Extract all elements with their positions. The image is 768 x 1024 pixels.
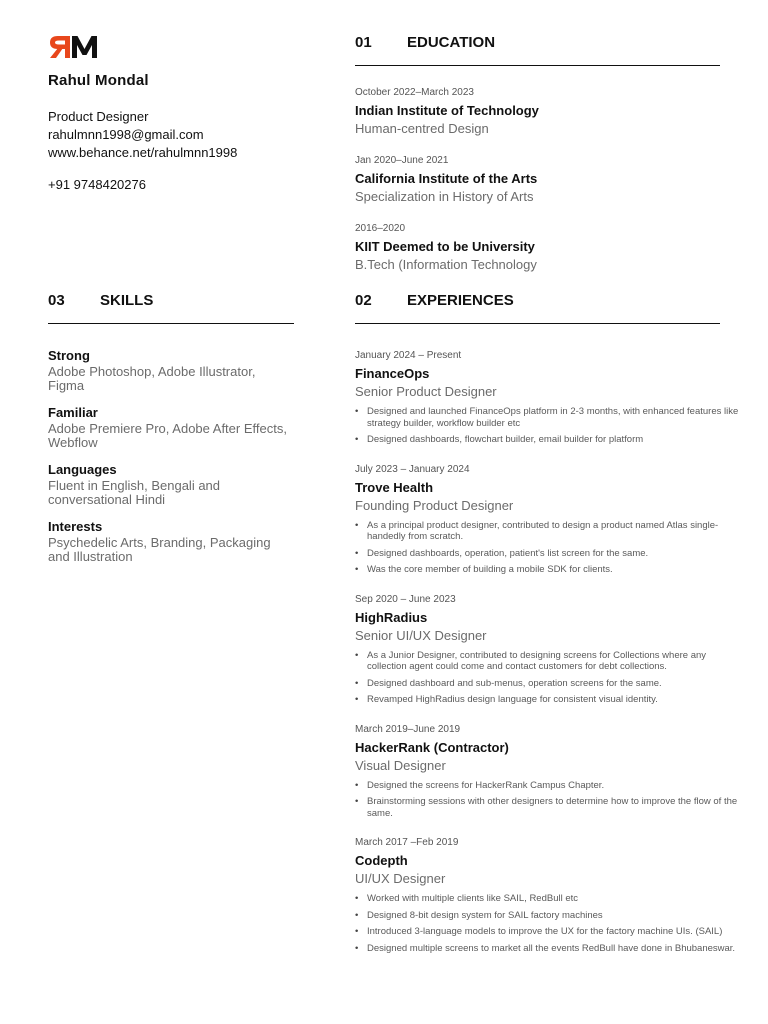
skills-title: SKILLS <box>100 292 154 309</box>
education-item <box>355 86 720 137</box>
phone-number: +91 9748420276 <box>48 177 146 192</box>
skill-value: Psychedelic Arts, Branding, Packaging and Illustration <box>48 535 271 564</box>
skill-value: Adobe Photoshop, Adobe Illustrator, Figma <box>48 364 256 393</box>
education-institution: California Institute of the Arts <box>355 171 538 186</box>
contact-block <box>48 108 237 194</box>
education-heading <box>355 34 495 51</box>
job-company: Codepth <box>355 853 408 868</box>
profile-name: Rahul Mondal <box>48 72 149 89</box>
job-bullet: • Revamped HighRadius design language for consistent visual identity. <box>355 694 740 706</box>
education-detail: Specialization in History of Arts <box>355 189 534 204</box>
skill-label: Strong <box>48 348 90 363</box>
job-date: March 2017 –Feb 2019 <box>355 837 459 848</box>
job-date: March 2019–June 2019 <box>355 723 461 735</box>
experiences-list <box>355 349 740 971</box>
education-item <box>355 222 720 273</box>
job-bullets <box>355 780 740 820</box>
job-bullets <box>355 520 740 576</box>
job-role: UI/UX Designer <box>355 871 446 886</box>
job-bullets <box>355 650 740 706</box>
job-bullet: • As a principal product designer, contributed to design a product named Atlas single-handedly from scratch. <box>355 520 740 543</box>
job-company: Trove Health <box>355 479 434 495</box>
education-institution: KIIT Deemed to be University <box>355 239 535 254</box>
job-bullet: • Designed dashboards, flowchart builder, email builder for platform <box>355 434 740 446</box>
job-entry <box>355 349 740 446</box>
skill-group <box>48 347 294 393</box>
skills-list <box>48 347 294 575</box>
education-detail: Human-centred Design <box>355 121 489 136</box>
job-bullet: • Introduced 3-language models to improve the UX for the factory machine UIs. (SAIL) <box>355 926 740 938</box>
skill-value: Adobe Premiere Pro, Adobe After Effects, Webflow <box>48 421 287 450</box>
job-role: Visual Designer <box>355 757 446 773</box>
job-company: FinanceOps <box>355 366 430 381</box>
job-date: January 2024 – Present <box>355 350 462 361</box>
experiences-heading <box>355 292 514 309</box>
experiences-number: 02 <box>355 292 372 309</box>
education-institution: Indian Institute of Technology <box>355 103 539 118</box>
profile-title: Product Designer <box>48 109 149 124</box>
job-entry <box>355 593 740 706</box>
job-entry <box>355 463 740 576</box>
skill-group <box>48 404 294 450</box>
skills-heading <box>48 292 153 309</box>
job-date: Sep 2020 – June 2023 <box>355 593 456 605</box>
skills-number: 03 <box>48 292 65 309</box>
education-date: 2016–2020 <box>355 223 406 234</box>
logo-text: RM <box>48 35 50 36</box>
job-entry <box>355 723 740 820</box>
skill-label: Familiar <box>48 405 98 420</box>
logo-mirrored-r <box>50 36 70 58</box>
skill-value: Fluent in English, Bengali and conversational Hindi <box>48 478 221 507</box>
education-date: October 2022–March 2023 <box>355 87 474 98</box>
job-company: HackerRank (Contractor) <box>355 739 509 755</box>
job-bullet: • Worked with multiple clients like SAIL, RedBull etc <box>355 893 740 905</box>
logo-m <box>72 36 97 58</box>
job-bullet: • Designed dashboards, operation, patient's list screen for the same. <box>355 548 740 560</box>
email-link[interactable]: rahulmnn1998@gmail.com <box>48 127 204 142</box>
job-bullet: • Brainstorming sessions with other designers to determine how to improve the flow of the same. <box>355 796 740 819</box>
job-bullet: • Designed and launched FinanceOps platform in 2-3 months, with enhanced features like strategy builder, workflow builder etc <box>355 406 740 429</box>
job-bullets <box>355 893 740 954</box>
job-role: Founding Product Designer <box>355 497 514 513</box>
job-bullet: • Designed the screens for HackerRank Campus Chapter. <box>355 780 740 792</box>
job-company: HighRadius <box>355 609 428 625</box>
job-bullets <box>355 406 740 446</box>
education-number: 01 <box>355 34 372 51</box>
skills-divider <box>48 323 294 324</box>
education-date: Jan 2020–June 2021 <box>355 155 449 166</box>
education-detail: B.Tech (Information Technology <box>355 257 537 272</box>
education-item <box>355 154 720 205</box>
job-entry <box>355 836 740 954</box>
job-date: July 2023 – January 2024 <box>355 463 470 475</box>
skill-label: Languages <box>48 462 117 477</box>
job-bullet: • Designed dashboard and sub-menus, operation screens for the same. <box>355 678 740 690</box>
job-bullet: • Designed multiple screens to market all the events RedBull have done in Bhubaneswar. <box>355 943 740 955</box>
job-bullet: • Designed 8-bit design system for SAIL factory machines <box>355 910 740 922</box>
skill-group <box>48 518 294 564</box>
experiences-title: EXPERIENCES <box>407 292 514 309</box>
job-role: Senior UI/UX Designer <box>355 627 487 643</box>
job-bullet: • As a Junior Designer, contributed to designing screens for Collections where any collection agent could come and contact customers for debt collections. <box>355 650 740 673</box>
skill-group <box>48 461 294 507</box>
website-link[interactable]: www.behance.net/rahulmnn1998 <box>48 145 238 160</box>
skill-label: Interests <box>48 519 103 534</box>
job-bullet: • Was the core member of building a mobile SDK for clients. <box>355 564 740 576</box>
experiences-divider <box>355 323 720 324</box>
education-title: EDUCATION <box>407 34 496 51</box>
rm-logo <box>48 35 100 59</box>
education-divider <box>355 65 720 66</box>
job-role: Senior Product Designer <box>355 384 497 399</box>
education-list <box>355 86 720 290</box>
